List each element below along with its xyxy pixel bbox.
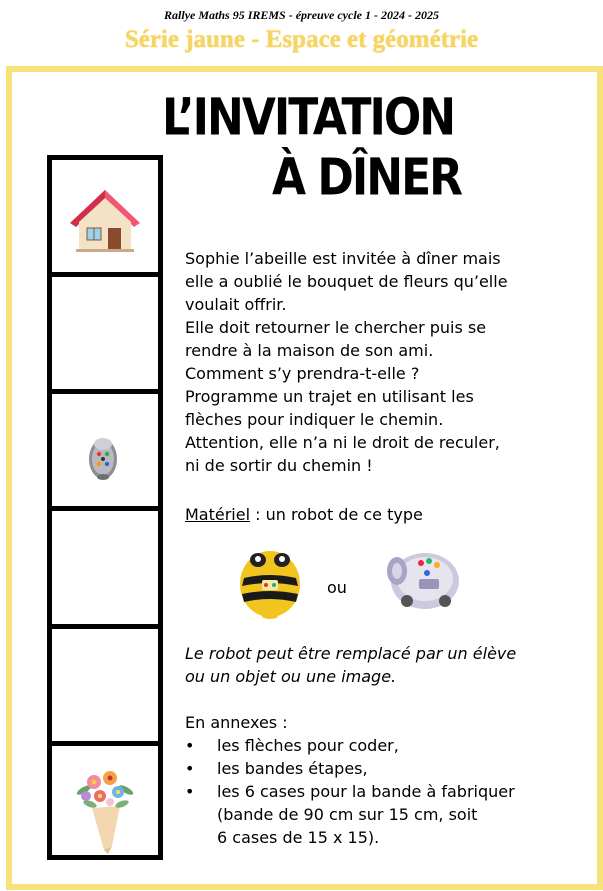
bullet: • (185, 736, 195, 755)
annex-item-text: les bandes étapes, (217, 759, 368, 778)
materiel-text: : un robot de ce type (250, 505, 423, 524)
strip-cell-3 (52, 389, 158, 506)
page-title-line1: L’INVITATION (162, 88, 455, 148)
story-line: ni de sortir du chemin ! (185, 456, 373, 475)
story-line: Attention, elle n’a ni le droit de reculer, (185, 433, 500, 452)
story-line: Elle doit retourner le chercher puis se (185, 318, 487, 337)
annex-item-text: les flèches pour coder, (217, 736, 399, 755)
strip-cell-1 (52, 155, 158, 272)
substitute-note (185, 642, 585, 688)
path-strip (47, 155, 163, 860)
annex-item-text: les 6 cases pour la bande à fabriquer (217, 782, 515, 801)
story-line: rendre à la maison de son ami. (185, 341, 434, 360)
annexes-title: En annexes : (185, 713, 288, 732)
flower-bouquet-icon (52, 746, 158, 858)
story-line: Sophie l’abeille est invitée à dîner mais (185, 249, 501, 268)
header-series-title: Série jaune - Espace et géométrie (124, 26, 479, 53)
materiel-line (185, 503, 585, 526)
house-icon (52, 160, 158, 272)
strip-cell-4 (52, 506, 158, 624)
list-item (185, 757, 585, 780)
annex-item-text: 6 cases de 15 x 15). (217, 828, 380, 847)
note-line: Le robot peut être remplacé par un élève (185, 644, 517, 663)
strip-cell-2 (52, 272, 158, 389)
bullet: • (185, 782, 195, 801)
bee-bot-robot-icon (236, 542, 304, 620)
strip-cell-6 (52, 741, 158, 860)
annex-item-text: (bande de 90 cm sur 15 cm, soit (217, 805, 478, 824)
story-line: voulait offrir. (185, 295, 287, 314)
story-line: flèches pour indiquer le chemin. (185, 410, 444, 429)
list-item (185, 734, 585, 757)
note-line: ou un objet ou une image. (185, 667, 397, 686)
list-item (185, 780, 585, 849)
page-title-line2: À DÎNER (272, 148, 462, 208)
strip-cell-5 (52, 624, 158, 741)
or-label: ou (327, 578, 347, 597)
annexes-section (185, 711, 585, 849)
blue-bot-robot-icon (383, 543, 463, 613)
story-line: Programme un trajet en utilisant les (185, 387, 474, 406)
story-line: Comment s’y prendra-t-elle ? (185, 364, 420, 383)
story-line: elle a oublié le bouquet de fleurs qu’elle (185, 272, 508, 291)
annexes-list (185, 734, 585, 849)
robot-bee-icon (52, 394, 158, 506)
materiel-label: Matériel (185, 505, 251, 524)
bullet: • (185, 759, 195, 778)
header-rallye-info: Rallye Maths 95 IREMS - épreuve cycle 1 - 2024 - 2025 (164, 8, 439, 22)
story-paragraph (185, 247, 585, 477)
